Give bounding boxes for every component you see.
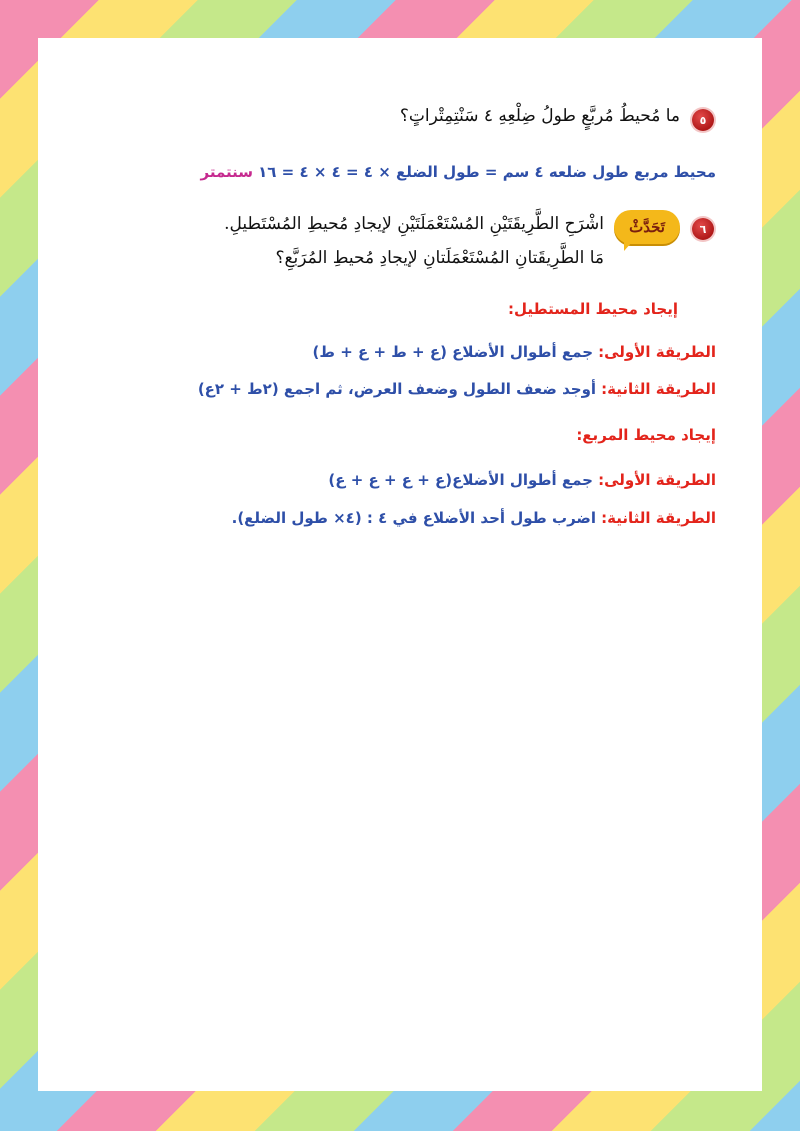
question-5-number-icon xyxy=(692,109,714,131)
rectangle-method-1-text: جمع أطوال الأضلاع (ع + ط + ع + ط) xyxy=(312,343,593,361)
square-method-1-label: الطريقة الأولى: xyxy=(598,471,716,489)
worksheet-page xyxy=(38,38,762,1091)
talk-badge-label: تَحَدَّثْ xyxy=(629,218,665,236)
square-method-2-label: الطريقة الثانية: xyxy=(601,509,716,527)
answer-5-unit: سنتمتر xyxy=(200,163,254,181)
square-method-1 xyxy=(328,470,716,489)
square-perimeter-heading: إيجاد محيط المربع: xyxy=(576,426,716,444)
rectangle-method-2-text: أوجد ضعف الطول وضعف العرض، ثم اجمع (٢ط + ٢ع) xyxy=(197,380,597,398)
question-5-text: ما مُحيطُ مُربَّعٍ طولُ ضِلْعِهِ ٤ سَنْتِمِتْراتٍ؟ xyxy=(399,106,680,126)
question-6-number: ٦ xyxy=(699,222,707,236)
rectangle-method-2 xyxy=(198,379,716,398)
answer-5-equation: محيط مربع طول ضلعه ٤ سم = طول الضلع × ٤ = ٤ × ٤ = ١٦ xyxy=(258,163,716,181)
square-method-2 xyxy=(232,508,716,527)
question-6-line-1: اشْرَحِ الطَّرِيقَتَيْنِ المُسْتَعْمَلَتَيْنِ لإيجادِ مُحيطِ المُسْتَطيلِ. xyxy=(224,214,604,234)
rectangle-method-2-label: الطريقة الثانية: xyxy=(601,380,716,398)
square-method-1-text: جمع أطوال الأضلاع(ع + ع + ع + ع) xyxy=(328,471,593,489)
rectangle-method-1 xyxy=(313,342,716,361)
talk-badge-icon xyxy=(614,210,680,244)
rectangle-method-1-label: الطريقة الأولى: xyxy=(598,343,716,361)
question-6-line-2: مَا الطَّرِيقَتانِ المُسْتَعْمَلَتانِ لإيجادِ مُحيطِ المُرَبَّعِ؟ xyxy=(275,248,604,268)
worksheet-content xyxy=(38,38,762,1091)
rectangle-perimeter-heading: إيجاد محيط المستطيل: xyxy=(508,300,678,318)
square-method-2-text: اضرب طول أحد الأضلاع في ٤ : (٤× طول الضلع). xyxy=(231,509,597,527)
question-6-number-icon xyxy=(692,218,714,240)
question-5-number: ٥ xyxy=(699,113,707,127)
question-5-answer xyxy=(201,162,716,181)
